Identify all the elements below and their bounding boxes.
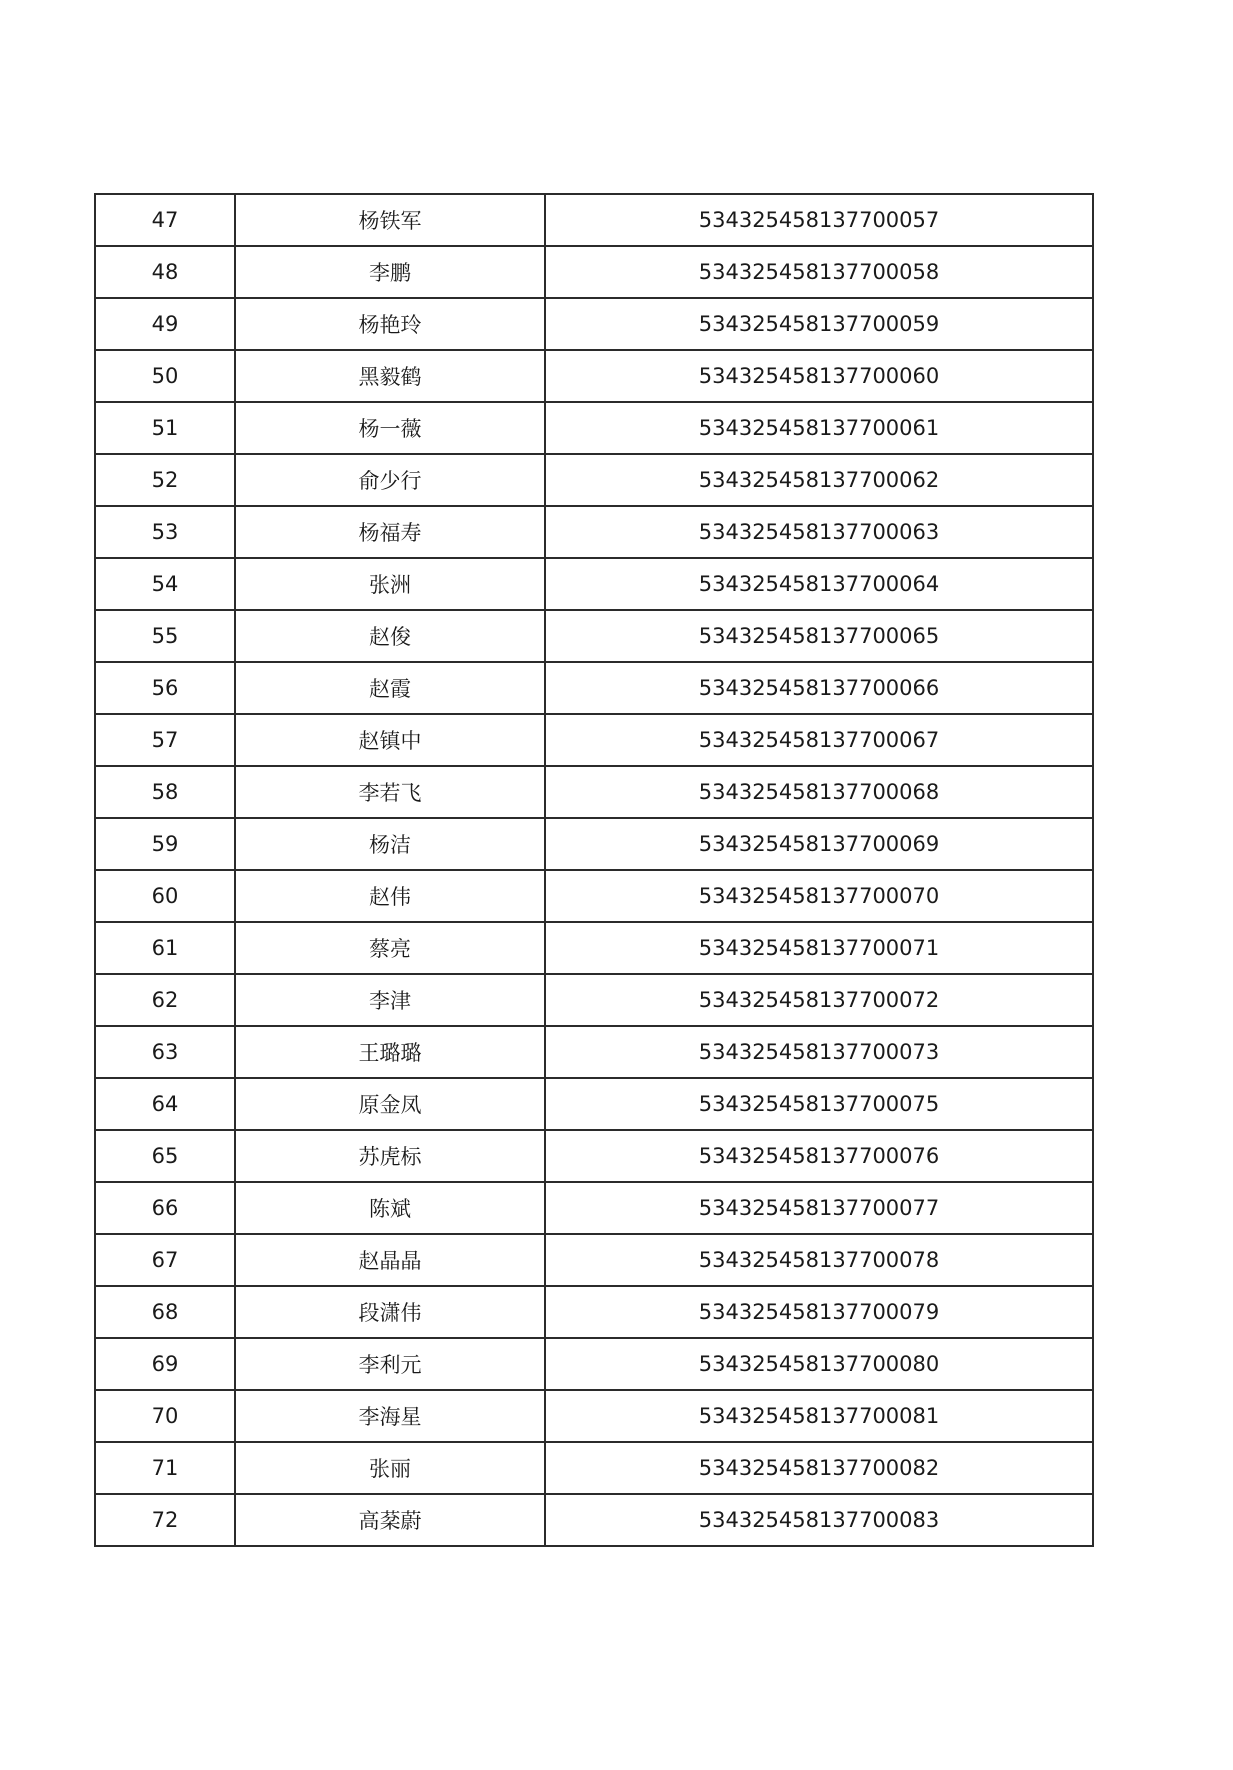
name-text: 赵镇中 bbox=[358, 729, 422, 753]
name-text: 赵晶晶 bbox=[358, 1249, 422, 1273]
table-row bbox=[95, 350, 1093, 402]
name-cell bbox=[235, 1026, 545, 1078]
name-cell bbox=[235, 1494, 545, 1546]
table-row bbox=[95, 194, 1093, 246]
row-index-cell: 58 bbox=[95, 766, 235, 818]
name-text: 李利元 bbox=[358, 1353, 422, 1377]
table-row bbox=[95, 558, 1093, 610]
table-row bbox=[95, 1026, 1093, 1078]
name-text: 李若飞 bbox=[358, 781, 422, 805]
name-cell bbox=[235, 1338, 545, 1390]
table-row bbox=[95, 1494, 1093, 1546]
name-cell bbox=[235, 662, 545, 714]
name-text: 杨洁 bbox=[369, 833, 411, 857]
code-cell: 534325458137700062 bbox=[545, 454, 1093, 506]
row-index-cell: 48 bbox=[95, 246, 235, 298]
code-cell: 534325458137700068 bbox=[545, 766, 1093, 818]
code-cell: 534325458137700083 bbox=[545, 1494, 1093, 1546]
name-text: 张洲 bbox=[369, 573, 411, 597]
table-row bbox=[95, 818, 1093, 870]
row-index-cell: 60 bbox=[95, 870, 235, 922]
name-cell bbox=[235, 1286, 545, 1338]
code-cell: 534325458137700066 bbox=[545, 662, 1093, 714]
code-cell: 534325458137700057 bbox=[545, 194, 1093, 246]
name-text: 杨福寿 bbox=[358, 521, 422, 545]
table-row bbox=[95, 1338, 1093, 1390]
name-cell bbox=[235, 558, 545, 610]
name-text: 段潇伟 bbox=[358, 1301, 422, 1325]
name-text: 杨铁军 bbox=[358, 209, 422, 233]
code-cell: 534325458137700076 bbox=[545, 1130, 1093, 1182]
name-cell bbox=[235, 870, 545, 922]
name-cell bbox=[235, 974, 545, 1026]
name-text: 张丽 bbox=[369, 1457, 411, 1481]
row-index-cell: 51 bbox=[95, 402, 235, 454]
row-index-cell: 65 bbox=[95, 1130, 235, 1182]
code-cell: 534325458137700078 bbox=[545, 1234, 1093, 1286]
row-index-cell: 57 bbox=[95, 714, 235, 766]
code-cell: 534325458137700075 bbox=[545, 1078, 1093, 1130]
row-index-cell: 54 bbox=[95, 558, 235, 610]
table-row bbox=[95, 402, 1093, 454]
name-cell bbox=[235, 350, 545, 402]
name-text: 黑毅鹤 bbox=[358, 365, 422, 389]
table-row bbox=[95, 714, 1093, 766]
name-text: 蔡亮 bbox=[369, 937, 411, 961]
name-text: 杨一薇 bbox=[358, 417, 422, 441]
code-cell: 534325458137700081 bbox=[545, 1390, 1093, 1442]
row-index-cell: 68 bbox=[95, 1286, 235, 1338]
code-cell: 534325458137700082 bbox=[545, 1442, 1093, 1494]
name-text: 陈斌 bbox=[369, 1197, 411, 1221]
row-index-cell: 62 bbox=[95, 974, 235, 1026]
row-index-cell: 53 bbox=[95, 506, 235, 558]
name-text: 苏虎标 bbox=[358, 1145, 422, 1169]
code-cell: 534325458137700071 bbox=[545, 922, 1093, 974]
table-row bbox=[95, 454, 1093, 506]
name-text: 李海星 bbox=[358, 1405, 422, 1429]
code-cell: 534325458137700058 bbox=[545, 246, 1093, 298]
code-cell: 534325458137700079 bbox=[545, 1286, 1093, 1338]
table-row bbox=[95, 1078, 1093, 1130]
row-index-cell: 56 bbox=[95, 662, 235, 714]
table-row bbox=[95, 246, 1093, 298]
row-index-cell: 61 bbox=[95, 922, 235, 974]
table-row bbox=[95, 766, 1093, 818]
name-text: 李津 bbox=[369, 989, 411, 1013]
row-index-cell: 63 bbox=[95, 1026, 235, 1078]
name-cell bbox=[235, 1234, 545, 1286]
table-row bbox=[95, 1182, 1093, 1234]
row-index-cell: 50 bbox=[95, 350, 235, 402]
name-text: 王璐璐 bbox=[358, 1041, 422, 1065]
code-cell: 534325458137700067 bbox=[545, 714, 1093, 766]
roster-table bbox=[94, 193, 1094, 1547]
name-cell bbox=[235, 766, 545, 818]
row-index-cell: 64 bbox=[95, 1078, 235, 1130]
name-cell bbox=[235, 1390, 545, 1442]
table-row bbox=[95, 298, 1093, 350]
row-index-cell: 47 bbox=[95, 194, 235, 246]
code-cell: 534325458137700065 bbox=[545, 610, 1093, 662]
table-row bbox=[95, 662, 1093, 714]
name-cell bbox=[235, 922, 545, 974]
name-text: 赵伟 bbox=[369, 885, 411, 909]
roster-table-body bbox=[95, 194, 1093, 1546]
row-index-cell: 71 bbox=[95, 1442, 235, 1494]
name-cell bbox=[235, 1442, 545, 1494]
name-cell bbox=[235, 194, 545, 246]
name-cell bbox=[235, 610, 545, 662]
name-cell bbox=[235, 246, 545, 298]
table-row bbox=[95, 1130, 1093, 1182]
row-index-cell: 69 bbox=[95, 1338, 235, 1390]
name-cell bbox=[235, 506, 545, 558]
name-cell bbox=[235, 818, 545, 870]
name-text: 原金凤 bbox=[358, 1093, 422, 1117]
table-row bbox=[95, 922, 1093, 974]
name-cell bbox=[235, 1182, 545, 1234]
name-text: 李鹏 bbox=[369, 261, 411, 285]
row-index-cell: 72 bbox=[95, 1494, 235, 1546]
code-cell: 534325458137700061 bbox=[545, 402, 1093, 454]
table-row bbox=[95, 610, 1093, 662]
table-row bbox=[95, 1442, 1093, 1494]
table-row bbox=[95, 506, 1093, 558]
code-cell: 534325458137700080 bbox=[545, 1338, 1093, 1390]
name-cell bbox=[235, 298, 545, 350]
code-cell: 534325458137700060 bbox=[545, 350, 1093, 402]
code-cell: 534325458137700070 bbox=[545, 870, 1093, 922]
name-text: 俞少行 bbox=[358, 469, 422, 493]
table-row bbox=[95, 974, 1093, 1026]
row-index-cell: 66 bbox=[95, 1182, 235, 1234]
name-cell bbox=[235, 402, 545, 454]
name-cell bbox=[235, 454, 545, 506]
code-cell: 534325458137700059 bbox=[545, 298, 1093, 350]
row-index-cell: 49 bbox=[95, 298, 235, 350]
name-text: 赵俊 bbox=[369, 625, 411, 649]
name-cell bbox=[235, 1130, 545, 1182]
code-cell: 534325458137700077 bbox=[545, 1182, 1093, 1234]
table-row bbox=[95, 1286, 1093, 1338]
name-cell bbox=[235, 1078, 545, 1130]
row-index-cell: 67 bbox=[95, 1234, 235, 1286]
row-index-cell: 70 bbox=[95, 1390, 235, 1442]
name-text: 杨艳玲 bbox=[358, 313, 422, 337]
name-cell bbox=[235, 714, 545, 766]
code-cell: 534325458137700064 bbox=[545, 558, 1093, 610]
code-cell: 534325458137700069 bbox=[545, 818, 1093, 870]
code-cell: 534325458137700063 bbox=[545, 506, 1093, 558]
row-index-cell: 55 bbox=[95, 610, 235, 662]
table-row bbox=[95, 1234, 1093, 1286]
code-cell: 534325458137700072 bbox=[545, 974, 1093, 1026]
table-row bbox=[95, 870, 1093, 922]
row-index-cell: 52 bbox=[95, 454, 235, 506]
name-text: 赵霞 bbox=[369, 677, 411, 701]
table-row bbox=[95, 1390, 1093, 1442]
row-index-cell: 59 bbox=[95, 818, 235, 870]
name-text: 高棻蔚 bbox=[358, 1509, 422, 1533]
code-cell: 534325458137700073 bbox=[545, 1026, 1093, 1078]
